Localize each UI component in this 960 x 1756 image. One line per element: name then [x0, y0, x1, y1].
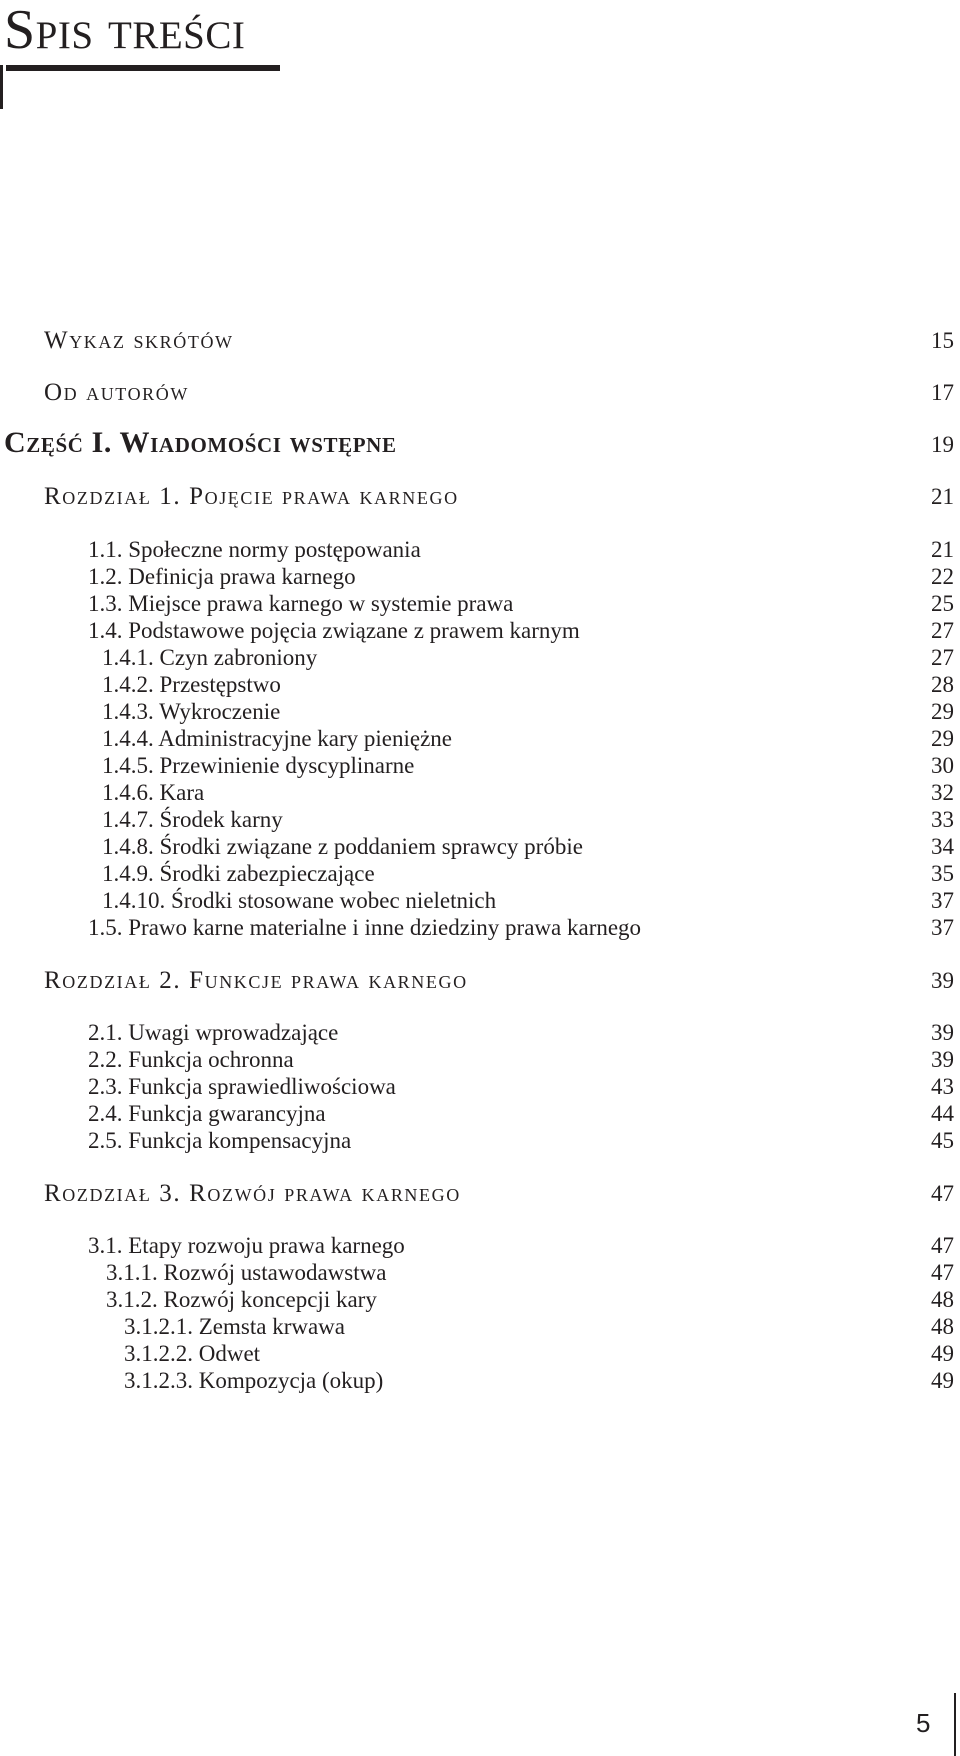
- toc-entry-page: 32: [931, 780, 954, 805]
- toc-entry-label: 2.4. Funkcja gwarancyjna: [88, 1101, 326, 1126]
- toc-entry[interactable]: [124, 1366, 954, 1396]
- toc-entry-label: 3.1. Etapy rozwoju prawa karnego: [88, 1233, 405, 1258]
- toc-entry-page: 34: [931, 834, 954, 859]
- toc-entry-label: 1.2. Definicja prawa karnego: [88, 564, 356, 589]
- toc-entry-label: 3.1.1. Rozwój ustawodawstwa: [106, 1260, 387, 1285]
- toc-entry[interactable]: [124, 1339, 954, 1369]
- toc-entry[interactable]: [102, 859, 954, 889]
- toc-entry-page: 21: [931, 537, 954, 562]
- toc-entry-page: 27: [931, 618, 954, 643]
- toc-entry[interactable]: [102, 697, 954, 727]
- toc-entry[interactable]: [4, 428, 954, 458]
- toc-entry-page: 35: [931, 861, 954, 886]
- toc-entry-label: 3.1.2.2. Odwet: [124, 1341, 261, 1366]
- toc-entry-label: 1.4.10. Środki stosowane wobec nieletnich: [102, 888, 497, 913]
- toc-entry-page: 15: [931, 328, 954, 353]
- toc-entry-label: 1.4.3. Wykroczenie: [102, 699, 281, 724]
- toc-entry[interactable]: [88, 1072, 954, 1102]
- title-underline: [6, 65, 280, 71]
- toc-entry-page: 47: [931, 1181, 954, 1206]
- toc-entry-label: 2.3. Funkcja sprawiedliwościowa: [88, 1074, 396, 1099]
- toc-entry-label: 1.4.4. Administracyjne kary pieniężne: [102, 726, 453, 751]
- toc-entry[interactable]: [88, 589, 954, 619]
- toc-entry-label: 1.4.1. Czyn zabroniony: [102, 645, 318, 670]
- toc-entry-page: 39: [931, 968, 954, 993]
- toc-entry-label: 3.1.2.1. Zemsta krwawa: [124, 1314, 345, 1339]
- toc-entry[interactable]: [102, 886, 954, 916]
- toc-entry[interactable]: [106, 1285, 954, 1315]
- page-number: 5: [916, 1708, 931, 1738]
- toc-entry[interactable]: [102, 832, 954, 862]
- toc-entry[interactable]: [88, 1231, 954, 1261]
- toc-entry-page: 47: [931, 1260, 954, 1285]
- toc-entry-label: Wykaz skrótów: [44, 327, 234, 354]
- toc-entry[interactable]: [88, 913, 954, 943]
- toc-entry[interactable]: [44, 482, 954, 512]
- toc-entry-page: 29: [931, 699, 954, 724]
- toc-entry-label: 1.4.9. Środki zabezpieczające: [102, 861, 375, 886]
- page-title: Spis treści: [4, 0, 246, 61]
- toc-entry[interactable]: [44, 1179, 954, 1209]
- toc-entry-page: 39: [931, 1047, 954, 1072]
- toc-entry-page: 48: [931, 1314, 954, 1339]
- toc-entry[interactable]: [102, 805, 954, 835]
- toc-entry-label: Rozdział 1. Pojęcie prawa karnego: [44, 483, 459, 510]
- toc-entry[interactable]: [88, 1045, 954, 1075]
- toc-entry-page: 49: [931, 1368, 954, 1393]
- toc-entry-label: 2.1. Uwagi wprowadzające: [88, 1020, 339, 1045]
- toc-entry[interactable]: [124, 1312, 954, 1342]
- toc-entry[interactable]: [102, 724, 954, 754]
- toc-entry-label: 3.1.2. Rozwój koncepcji kary: [106, 1287, 377, 1312]
- toc-entry-label: 1.4.8. Środki związane z poddaniem sprawcy próbie: [102, 834, 583, 859]
- toc-entry-label: Część I. Wiadomości wstępne: [4, 426, 397, 459]
- toc-entry[interactable]: [88, 616, 954, 646]
- toc-entry[interactable]: [102, 751, 954, 781]
- toc-entry-page: 30: [931, 753, 954, 778]
- toc-entry[interactable]: [102, 670, 954, 700]
- toc-entry-page: 19: [931, 432, 954, 457]
- toc-entry-page: 44: [931, 1101, 954, 1126]
- toc-entry[interactable]: [44, 378, 954, 408]
- toc-entry-page: 43: [931, 1074, 954, 1099]
- toc-entry-page: 25: [931, 591, 954, 616]
- toc-entry-page: 48: [931, 1287, 954, 1312]
- toc-entry[interactable]: [88, 562, 954, 592]
- toc-entry-page: 29: [931, 726, 954, 751]
- toc-entry-label: 1.3. Miejsce prawa karnego w systemie prawa: [88, 591, 514, 616]
- toc-entry-label: 1.5. Prawo karne materialne i inne dziedziny prawa karnego: [88, 915, 642, 940]
- toc-entry[interactable]: [44, 326, 954, 356]
- toc-entry-label: 1.4.7. Środek karny: [102, 807, 283, 832]
- toc-entry[interactable]: [88, 535, 954, 565]
- toc-entry[interactable]: [88, 1018, 954, 1048]
- toc-entry-page: 37: [931, 888, 954, 913]
- toc-entry[interactable]: [88, 1099, 954, 1129]
- toc-entry[interactable]: [102, 778, 954, 808]
- toc-entry[interactable]: [44, 966, 954, 996]
- toc-entry-label: 1.4. Podstawowe pojęcia związane z prawem karnym: [88, 618, 580, 643]
- page-edge-line: [954, 1693, 956, 1756]
- toc-entry[interactable]: [88, 1126, 954, 1156]
- toc-entry-label: 2.2. Funkcja ochronna: [88, 1047, 294, 1072]
- toc-entry-label: 1.4.6. Kara: [102, 780, 205, 805]
- toc-entry-label: 2.5. Funkcja kompensacyjna: [88, 1128, 352, 1153]
- toc-entry-page: 28: [931, 672, 954, 697]
- toc-entry-label: Od autorów: [44, 379, 189, 406]
- toc-entry-label: Rozdział 2. Funkcje prawa karnego: [44, 967, 468, 994]
- toc-entry-page: 47: [931, 1233, 954, 1258]
- toc-entry-page: 22: [931, 564, 954, 589]
- toc-entry-page: 49: [931, 1341, 954, 1366]
- toc-entry-label: 1.1. Społeczne normy postępowania: [88, 537, 421, 562]
- toc-entry-page: 27: [931, 645, 954, 670]
- toc-entry-page: 37: [931, 915, 954, 940]
- toc-entry-page: 33: [931, 807, 954, 832]
- toc-entry[interactable]: [102, 643, 954, 673]
- toc-entry-page: 21: [931, 484, 954, 509]
- toc-entry-page: 45: [931, 1128, 954, 1153]
- toc-entry-page: 17: [931, 380, 954, 405]
- toc-entry-label: Rozdział 3. Rozwój prawa karnego: [44, 1180, 461, 1207]
- toc-entry-page: 39: [931, 1020, 954, 1045]
- toc-entry-label: 1.4.5. Przewinienie dyscyplinarne: [102, 753, 415, 778]
- title-margin-line: [0, 65, 3, 109]
- toc-entry-label: 3.1.2.3. Kompozycja (okup): [124, 1368, 384, 1393]
- toc-entry-label: 1.4.2. Przestępstwo: [102, 672, 281, 697]
- toc-entry[interactable]: [106, 1258, 954, 1288]
